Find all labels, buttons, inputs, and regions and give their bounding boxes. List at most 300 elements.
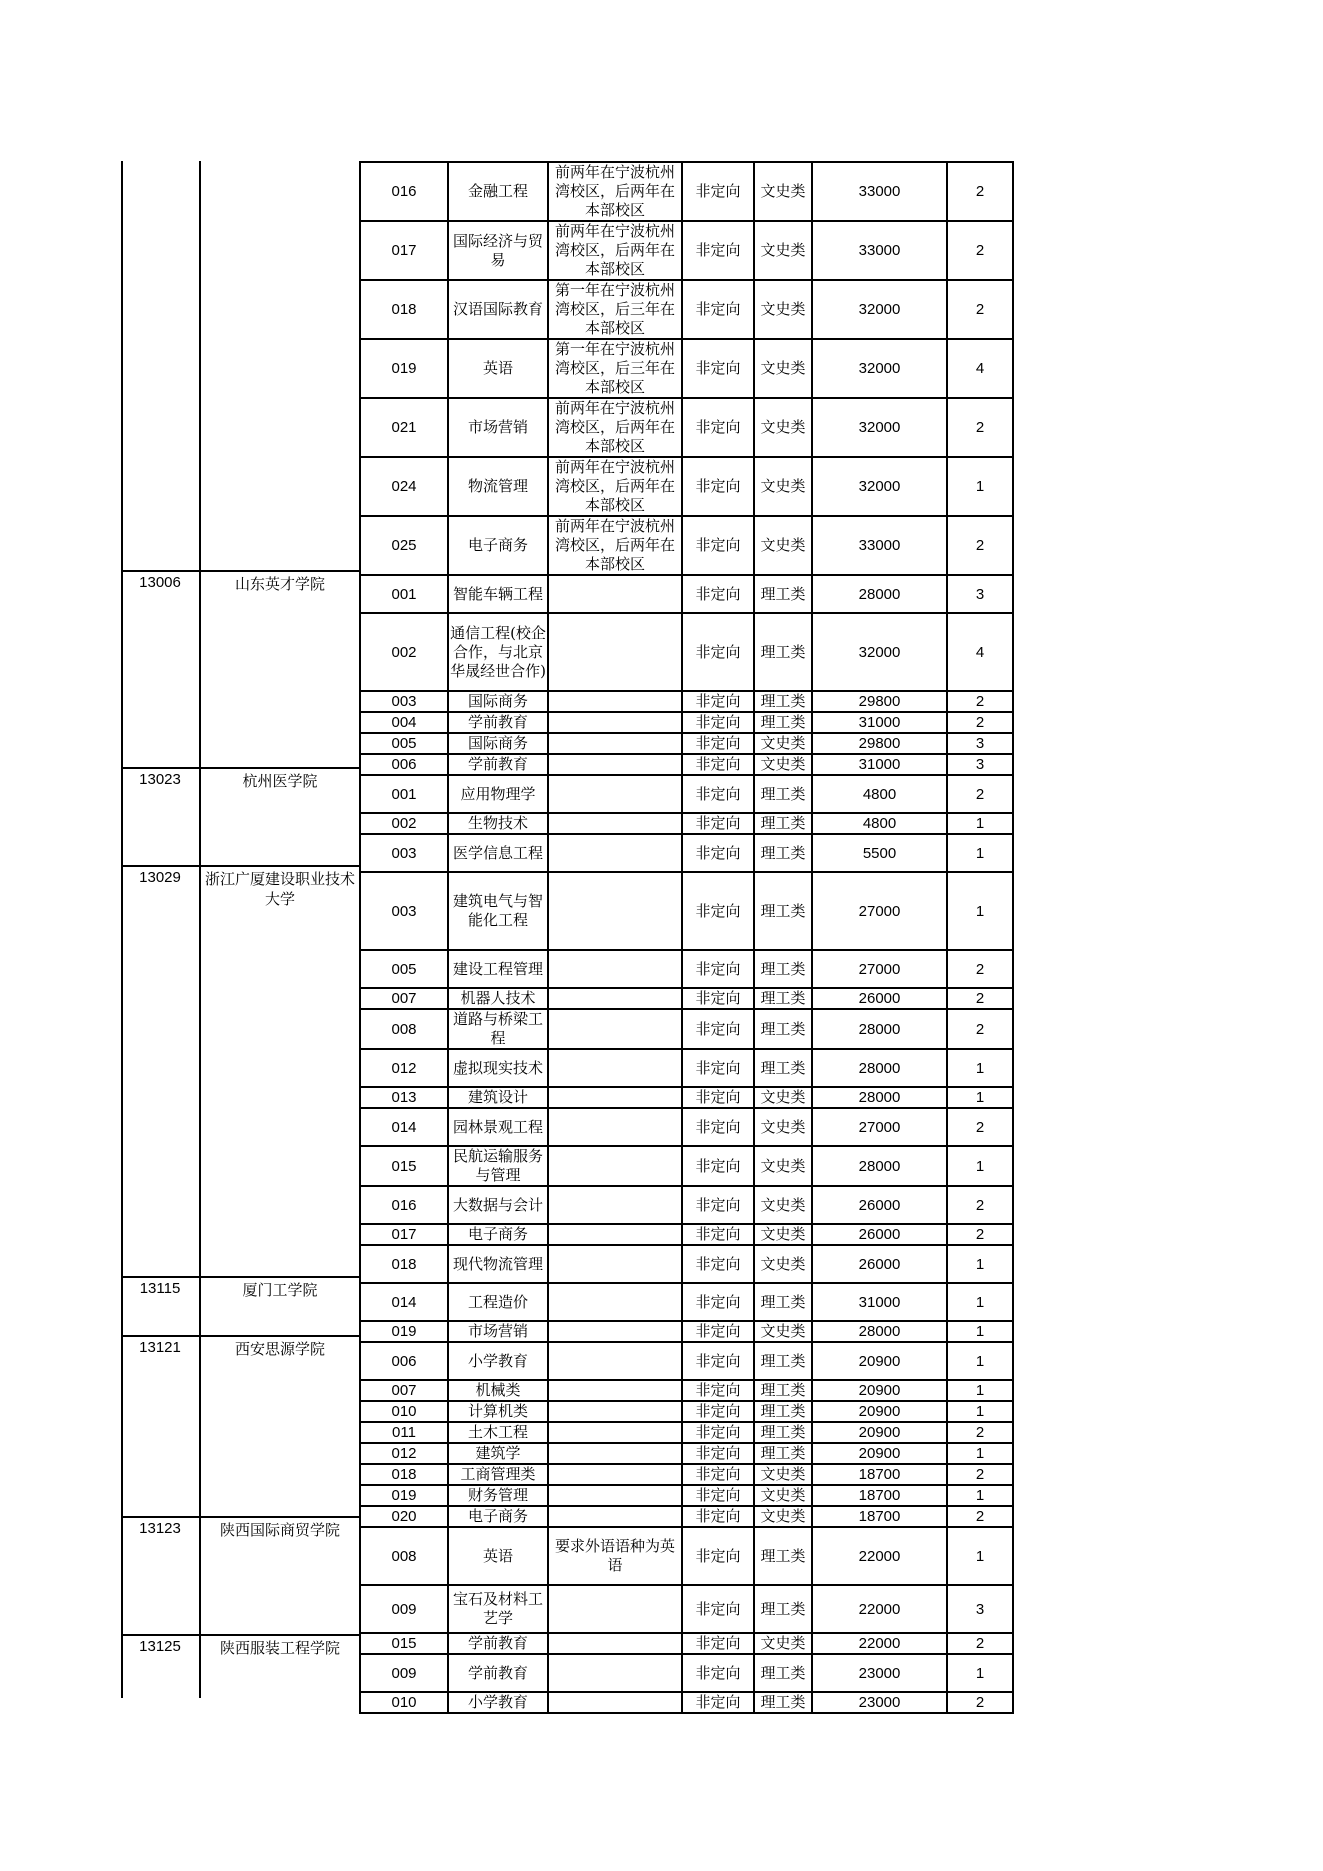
major-code: 019: [360, 339, 448, 398]
table-row: [360, 1049, 1013, 1087]
major-name: 电子商务: [448, 516, 548, 575]
table-row: [360, 813, 1013, 834]
tuition-fee: 20900: [812, 1422, 947, 1443]
major-note: [548, 1422, 682, 1443]
major-note: 前两年在宁波杭州湾校区，后两年在本部校区: [548, 457, 682, 516]
institution-code: 13023: [139, 771, 181, 788]
category: 文史类: [754, 754, 812, 775]
major-name: 机械类: [448, 1380, 548, 1401]
enroll-count: 2: [947, 1506, 1013, 1527]
direction: 非定向: [682, 1146, 754, 1186]
enroll-count: 2: [947, 398, 1013, 457]
category: 文史类: [754, 1146, 812, 1186]
institution-block: [121, 570, 359, 593]
major-name: 虚拟现实技术: [448, 1049, 548, 1087]
major-name: 市场营销: [448, 398, 548, 457]
major-name: 电子商务: [448, 1506, 548, 1527]
table-row: [360, 1633, 1013, 1654]
major-code: 016: [360, 162, 448, 221]
major-code: 013: [360, 1087, 448, 1108]
enroll-count: 4: [947, 613, 1013, 691]
direction: 非定向: [682, 988, 754, 1009]
direction: 非定向: [682, 398, 754, 457]
table-row: [360, 1009, 1013, 1049]
major-note: [548, 1443, 682, 1464]
direction: 非定向: [682, 813, 754, 834]
category: 理工类: [754, 1283, 812, 1321]
major-note: [548, 1108, 682, 1146]
major-name: 学前教育: [448, 1654, 548, 1692]
major-code: 012: [360, 1443, 448, 1464]
table-row: [360, 1245, 1013, 1283]
major-note: [548, 1401, 682, 1422]
major-note: [548, 1009, 682, 1049]
enroll-count: 4: [947, 339, 1013, 398]
table-row: [360, 1283, 1013, 1321]
major-code: 006: [360, 1342, 448, 1380]
major-name: 学前教育: [448, 754, 548, 775]
institution-name: 陕西服装工程学院: [219, 1639, 340, 1657]
major-note: 前两年在宁波杭州湾校区，后两年在本部校区: [548, 398, 682, 457]
major-code: 024: [360, 457, 448, 516]
institution-block: [121, 865, 359, 908]
major-code: 003: [360, 834, 448, 872]
enroll-count: 1: [947, 1342, 1013, 1380]
enroll-count: 2: [947, 950, 1013, 988]
direction: 非定向: [682, 1087, 754, 1108]
institution-name: 浙江广厦建设职业技术大学: [205, 870, 356, 908]
table-row: [360, 1401, 1013, 1422]
tuition-fee: 18700: [812, 1464, 947, 1485]
direction: 非定向: [682, 1585, 754, 1633]
category: 理工类: [754, 1342, 812, 1380]
major-code: 012: [360, 1049, 448, 1087]
direction: 非定向: [682, 1108, 754, 1146]
direction: 非定向: [682, 1009, 754, 1049]
tuition-fee: 18700: [812, 1485, 947, 1506]
major-code: 004: [360, 712, 448, 733]
direction: 非定向: [682, 162, 754, 221]
major-code: 001: [360, 575, 448, 613]
major-name: 市场营销: [448, 1321, 548, 1342]
major-name: 英语: [448, 339, 548, 398]
major-note: [548, 1342, 682, 1380]
enroll-count: 2: [947, 691, 1013, 712]
institution-name: 陕西国际商贸学院: [219, 1521, 340, 1539]
category: 文史类: [754, 1464, 812, 1485]
major-note: [548, 1585, 682, 1633]
major-note: [548, 1186, 682, 1224]
major-name: 道路与桥梁工程: [448, 1009, 548, 1049]
direction: 非定向: [682, 712, 754, 733]
tuition-fee: 33000: [812, 162, 947, 221]
direction: 非定向: [682, 1049, 754, 1087]
major-note: [548, 575, 682, 613]
tuition-fee: 28000: [812, 1009, 947, 1049]
tuition-fee: 31000: [812, 754, 947, 775]
tuition-fee: 32000: [812, 457, 947, 516]
category: 文史类: [754, 1224, 812, 1245]
direction: 非定向: [682, 1464, 754, 1485]
table-row: [360, 1146, 1013, 1186]
major-name: 国际商务: [448, 733, 548, 754]
major-code: 007: [360, 1380, 448, 1401]
major-code: 011: [360, 1422, 448, 1443]
tuition-fee: 33000: [812, 516, 947, 575]
table-row: [360, 1087, 1013, 1108]
tuition-fee: 23000: [812, 1692, 947, 1713]
major-code: 017: [360, 221, 448, 280]
major-note: [548, 1506, 682, 1527]
category: 文史类: [754, 1506, 812, 1527]
major-name: 现代物流管理: [448, 1245, 548, 1283]
category: 文史类: [754, 1087, 812, 1108]
tuition-fee: 31000: [812, 712, 947, 733]
category: 文史类: [754, 1633, 812, 1654]
tuition-fee: 29800: [812, 691, 947, 712]
tuition-fee: 4800: [812, 813, 947, 834]
major-name: 建设工程管理: [448, 950, 548, 988]
major-name: 通信工程(校企合作，与北京华晟经世合作): [448, 613, 548, 691]
direction: 非定向: [682, 1422, 754, 1443]
category: 理工类: [754, 1585, 812, 1633]
category: 文史类: [754, 221, 812, 280]
category: 理工类: [754, 1422, 812, 1443]
major-name: 机器人技术: [448, 988, 548, 1009]
direction: 非定向: [682, 1342, 754, 1380]
tuition-fee: 28000: [812, 1087, 947, 1108]
enroll-count: 2: [947, 280, 1013, 339]
table-row: [360, 775, 1013, 813]
tuition-fee: 28000: [812, 1321, 947, 1342]
major-note: [548, 834, 682, 872]
major-name: 建筑学: [448, 1443, 548, 1464]
direction: 非定向: [682, 1443, 754, 1464]
tuition-fee: 28000: [812, 1049, 947, 1087]
enroll-count: 2: [947, 221, 1013, 280]
major-name: 园林景观工程: [448, 1108, 548, 1146]
enroll-count: 1: [947, 1654, 1013, 1692]
major-note: [548, 775, 682, 813]
tuition-fee: 27000: [812, 1108, 947, 1146]
direction: 非定向: [682, 834, 754, 872]
major-note: [548, 1633, 682, 1654]
major-code: 006: [360, 754, 448, 775]
direction: 非定向: [682, 1380, 754, 1401]
major-code: 008: [360, 1009, 448, 1049]
enroll-count: 2: [947, 1108, 1013, 1146]
direction: 非定向: [682, 691, 754, 712]
category: 文史类: [754, 1485, 812, 1506]
category: 理工类: [754, 1380, 812, 1401]
enroll-count: 1: [947, 1321, 1013, 1342]
major-name: 学前教育: [448, 1633, 548, 1654]
table-row: [360, 988, 1013, 1009]
table-row: [360, 613, 1013, 691]
major-code: 019: [360, 1321, 448, 1342]
major-note: [548, 872, 682, 950]
major-note: 前两年在宁波杭州湾校区，后两年在本部校区: [548, 221, 682, 280]
institution-code: 13121: [139, 1339, 181, 1356]
table-row: [360, 1342, 1013, 1380]
direction: 非定向: [682, 1321, 754, 1342]
table-row: [360, 398, 1013, 457]
table-row: [360, 1485, 1013, 1506]
tuition-fee: 32000: [812, 398, 947, 457]
enroll-count: 2: [947, 1186, 1013, 1224]
major-name: 医学信息工程: [448, 834, 548, 872]
direction: 非定向: [682, 339, 754, 398]
major-note: [548, 1321, 682, 1342]
direction: 非定向: [682, 754, 754, 775]
table-row: [360, 221, 1013, 280]
direction: 非定向: [682, 1633, 754, 1654]
inst-divider: [199, 161, 201, 1698]
major-code: 002: [360, 813, 448, 834]
major-name: 电子商务: [448, 1224, 548, 1245]
table-row: [360, 1186, 1013, 1224]
table-row: [360, 457, 1013, 516]
major-note: [548, 754, 682, 775]
table-row: [360, 872, 1013, 950]
tuition-fee: 22000: [812, 1527, 947, 1585]
major-note: [548, 1654, 682, 1692]
enroll-count: 1: [947, 1401, 1013, 1422]
table-row: [360, 754, 1013, 775]
major-name: 宝石及材料工艺学: [448, 1585, 548, 1633]
major-note: [548, 1049, 682, 1087]
enroll-count: 2: [947, 1464, 1013, 1485]
table-row: [360, 1692, 1013, 1713]
table-row: [360, 1380, 1013, 1401]
major-name: 英语: [448, 1527, 548, 1585]
institution-code: 13125: [139, 1638, 181, 1655]
enroll-count: 3: [947, 754, 1013, 775]
enroll-count: 1: [947, 1146, 1013, 1186]
table-row: [360, 1527, 1013, 1585]
enroll-count: 1: [947, 1485, 1013, 1506]
major-code: 002: [360, 613, 448, 691]
direction: 非定向: [682, 775, 754, 813]
major-note: 第一年在宁波杭州湾校区，后三年在本部校区: [548, 280, 682, 339]
tuition-fee: 23000: [812, 1654, 947, 1692]
enroll-count: 2: [947, 775, 1013, 813]
direction: 非定向: [682, 516, 754, 575]
direction: 非定向: [682, 1283, 754, 1321]
major-code: 020: [360, 1506, 448, 1527]
tuition-fee: 20900: [812, 1443, 947, 1464]
major-name: 大数据与会计: [448, 1186, 548, 1224]
category: 理工类: [754, 1009, 812, 1049]
table-row: [360, 1464, 1013, 1485]
institution-name: 厦门工学院: [242, 1281, 318, 1299]
table-row: [360, 950, 1013, 988]
major-name: 应用物理学: [448, 775, 548, 813]
tuition-fee: 33000: [812, 221, 947, 280]
enroll-count: 1: [947, 813, 1013, 834]
table-row: [360, 575, 1013, 613]
major-note: [548, 691, 682, 712]
enroll-count: 3: [947, 1585, 1013, 1633]
major-note: [548, 1224, 682, 1245]
major-code: 008: [360, 1527, 448, 1585]
tuition-fee: 32000: [812, 339, 947, 398]
major-note: [548, 1283, 682, 1321]
tuition-fee: 20900: [812, 1401, 947, 1422]
institution-block: [121, 1516, 359, 1539]
direction: 非定向: [682, 280, 754, 339]
major-note: [548, 1245, 682, 1283]
institution-block: [121, 1634, 359, 1657]
tuition-fee: 29800: [812, 733, 947, 754]
direction: 非定向: [682, 1527, 754, 1585]
category: 理工类: [754, 1527, 812, 1585]
major-code: 016: [360, 1186, 448, 1224]
major-code: 003: [360, 691, 448, 712]
category: 理工类: [754, 775, 812, 813]
institution-block: [121, 767, 359, 790]
direction: 非定向: [682, 1224, 754, 1245]
tuition-fee: 32000: [812, 280, 947, 339]
major-code: 017: [360, 1224, 448, 1245]
direction: 非定向: [682, 1485, 754, 1506]
category: 理工类: [754, 1443, 812, 1464]
enroll-count: 1: [947, 457, 1013, 516]
major-code: 010: [360, 1401, 448, 1422]
major-note: 前两年在宁波杭州湾校区，后两年在本部校区: [548, 516, 682, 575]
major-name: 汉语国际教育: [448, 280, 548, 339]
category: 文史类: [754, 1186, 812, 1224]
enroll-count: 1: [947, 1049, 1013, 1087]
category: 理工类: [754, 1401, 812, 1422]
category: 理工类: [754, 813, 812, 834]
category: 理工类: [754, 575, 812, 613]
major-note: [548, 733, 682, 754]
table-row: [360, 1654, 1013, 1692]
direction: 非定向: [682, 1654, 754, 1692]
enroll-count: 2: [947, 712, 1013, 733]
category: 文史类: [754, 457, 812, 516]
direction: 非定向: [682, 575, 754, 613]
major-note: 要求外语语种为英语: [548, 1527, 682, 1585]
table-row: [360, 1585, 1013, 1633]
major-name: 土木工程: [448, 1422, 548, 1443]
category: 理工类: [754, 988, 812, 1009]
major-code: 015: [360, 1146, 448, 1186]
major-name: 计算机类: [448, 1401, 548, 1422]
table-row: [360, 339, 1013, 398]
major-name: 国际经济与贸易: [448, 221, 548, 280]
direction: 非定向: [682, 221, 754, 280]
major-note: [548, 1380, 682, 1401]
major-note: [548, 1485, 682, 1506]
tuition-fee: 22000: [812, 1633, 947, 1654]
tuition-fee: 28000: [812, 575, 947, 613]
table-row: [360, 162, 1013, 221]
tuition-fee: 18700: [812, 1506, 947, 1527]
major-code: 009: [360, 1585, 448, 1633]
tuition-fee: 5500: [812, 834, 947, 872]
enroll-count: 2: [947, 1009, 1013, 1049]
category: 理工类: [754, 834, 812, 872]
institution-block: [121, 1335, 359, 1358]
tuition-fee: 27000: [812, 950, 947, 988]
major-code: 003: [360, 872, 448, 950]
major-name: 建筑电气与智能化工程: [448, 872, 548, 950]
enroll-count: 1: [947, 1527, 1013, 1585]
major-code: 015: [360, 1633, 448, 1654]
table-row: [360, 1443, 1013, 1464]
tuition-fee: 27000: [812, 872, 947, 950]
enroll-count: 1: [947, 1443, 1013, 1464]
tuition-fee: 28000: [812, 1146, 947, 1186]
category: 文史类: [754, 339, 812, 398]
category: 文史类: [754, 1245, 812, 1283]
major-code: 014: [360, 1108, 448, 1146]
institution-code: 13006: [139, 574, 181, 591]
direction: 非定向: [682, 1506, 754, 1527]
direction: 非定向: [682, 1692, 754, 1713]
major-note: [548, 613, 682, 691]
enroll-count: 2: [947, 516, 1013, 575]
major-code: 009: [360, 1654, 448, 1692]
table-row: [360, 733, 1013, 754]
category: 理工类: [754, 1049, 812, 1087]
major-code: 018: [360, 280, 448, 339]
direction: 非定向: [682, 457, 754, 516]
major-code: 025: [360, 516, 448, 575]
major-note: [548, 988, 682, 1009]
major-code: 019: [360, 1485, 448, 1506]
category: 理工类: [754, 613, 812, 691]
major-note: [548, 1146, 682, 1186]
tuition-fee: 32000: [812, 613, 947, 691]
major-name: 小学教育: [448, 1692, 548, 1713]
category: 理工类: [754, 1692, 812, 1713]
institution-code: 13115: [139, 1280, 181, 1297]
major-note: [548, 813, 682, 834]
table-row: [360, 1506, 1013, 1527]
major-name: 物流管理: [448, 457, 548, 516]
major-code: 010: [360, 1692, 448, 1713]
tuition-fee: 4800: [812, 775, 947, 813]
table-row: [360, 1108, 1013, 1146]
institution-block: [121, 1276, 359, 1299]
major-name: 生物技术: [448, 813, 548, 834]
table-row: [360, 1321, 1013, 1342]
major-code: 021: [360, 398, 448, 457]
major-name: 财务管理: [448, 1485, 548, 1506]
major-name: 学前教育: [448, 712, 548, 733]
major-code: 005: [360, 733, 448, 754]
direction: 非定向: [682, 1186, 754, 1224]
major-code: 014: [360, 1283, 448, 1321]
enroll-count: 1: [947, 1245, 1013, 1283]
enroll-count: 1: [947, 1283, 1013, 1321]
table-row: [360, 516, 1013, 575]
direction: 非定向: [682, 613, 754, 691]
major-note: [548, 950, 682, 988]
enroll-count: 2: [947, 988, 1013, 1009]
major-note: [548, 1464, 682, 1485]
category: 理工类: [754, 712, 812, 733]
table-row: [360, 834, 1013, 872]
enroll-count: 1: [947, 1380, 1013, 1401]
major-name: 工商管理类: [448, 1464, 548, 1485]
institution-name: 山东英才学院: [234, 575, 325, 593]
enroll-count: 2: [947, 1692, 1013, 1713]
enroll-count: 2: [947, 1422, 1013, 1443]
